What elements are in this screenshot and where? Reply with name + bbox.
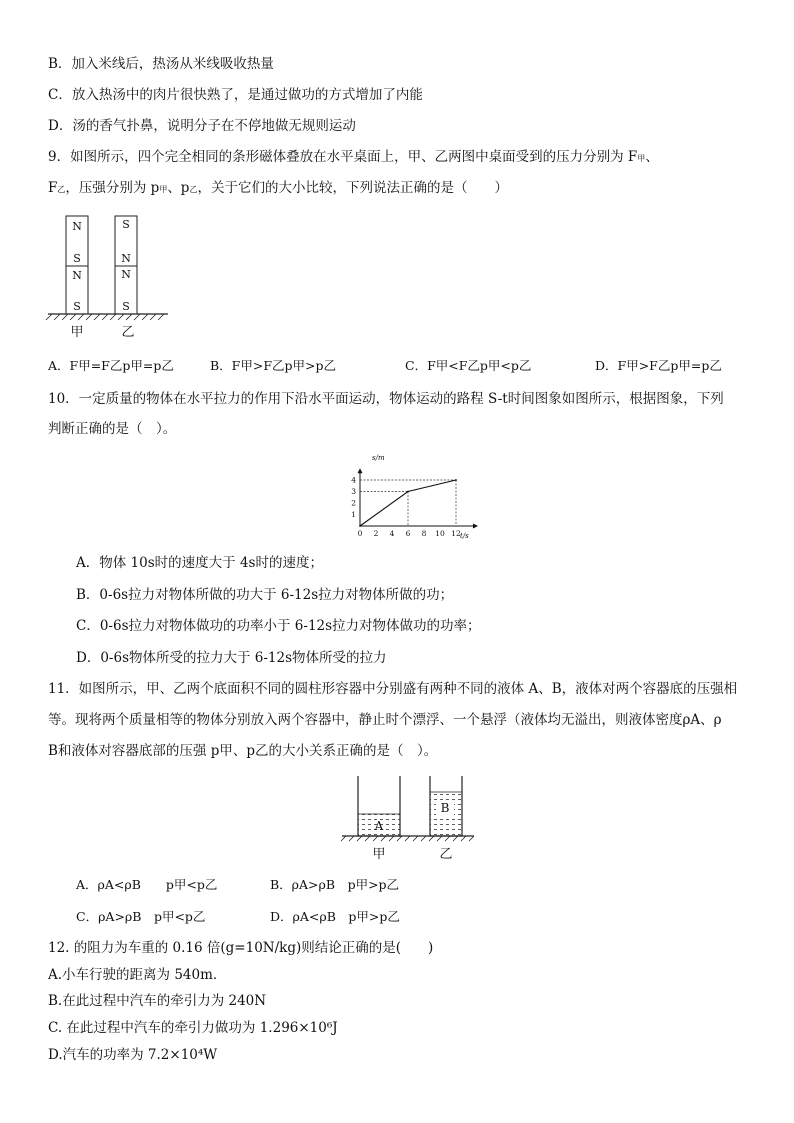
y-axis-arrow bbox=[358, 468, 363, 473]
q12-option-c: C. 在此过程中汽车的牵引力做功为 1.296×10⁶J bbox=[48, 1020, 338, 1036]
x-tick-label: 0 bbox=[357, 529, 363, 538]
magnet-pole-label: S bbox=[122, 218, 130, 231]
q12-option-d: D.汽车的功率为 7.2×10⁴W bbox=[48, 1047, 218, 1063]
x-axis-label: t/s bbox=[460, 532, 469, 540]
q11-option-a: A．ρA<ρB p甲<p乙 bbox=[76, 877, 218, 892]
q10-option-a: A．物体 10s时的速度大于 4s时的速度； bbox=[76, 555, 323, 571]
x-tick-label: 10 bbox=[435, 529, 445, 538]
x-axis-arrow bbox=[473, 524, 478, 529]
q11-stem-line2: 等。现将两个质量相等的物体分别放入两个容器中，静止时个漂浮、一个悬浮（液体均无溢出，则液体密度ρA、ρ bbox=[48, 712, 722, 728]
x-tick-label: 6 bbox=[405, 529, 411, 538]
q8-option-c: C．放入热汤中的肉片很快熟了，是通过做功的方式增加了内能 bbox=[48, 87, 423, 103]
q11-stem-line3: B和液体对容器底部的压强 p甲、p乙的大小关系正确的是（ ）。 bbox=[48, 743, 438, 759]
x-tick-label: 8 bbox=[421, 529, 427, 538]
q10-option-c: C．0-6s拉力对物体做功的功率小于 6-12s拉力对物体做功的功率； bbox=[76, 618, 481, 634]
magnet-pole-label: N bbox=[72, 269, 82, 282]
q9-stem-line1: 9．如图所示，四个完全相同的条形磁体叠放在水平桌面上，甲、乙两图中桌面受到的压力分别为 F甲、 bbox=[48, 149, 659, 165]
y-tick-label: 2 bbox=[351, 498, 356, 508]
magnet-pole-label: N bbox=[121, 268, 131, 281]
containers-figure bbox=[338, 772, 478, 864]
liquid-b-label: B bbox=[440, 801, 450, 815]
q12-option-b: B.在此过程中汽车的牵引力为 240N bbox=[48, 993, 267, 1009]
q11-option-c: C．ρA>ρB p甲<p乙 bbox=[76, 909, 206, 924]
q10-option-d: D．0-6s物体所受的拉力大于 6-12s物体所受的拉力 bbox=[76, 650, 387, 666]
q10-stem-line2: 判断正确的是（ ）。 bbox=[48, 421, 177, 437]
figure-label-yi: 乙 bbox=[439, 847, 453, 862]
magnet-pole-label: S bbox=[73, 300, 81, 313]
data-point bbox=[455, 479, 457, 481]
figure-label-jia: 甲 bbox=[70, 325, 84, 340]
figure-label-jia: 甲 bbox=[372, 847, 386, 862]
y-axis-label: s/m bbox=[372, 454, 385, 462]
s-t-graph bbox=[338, 448, 478, 544]
q9-stem-line2: F乙，压强分别为 p甲、p乙，关于它们的大小比较，下列说法正确的是（ ） bbox=[48, 180, 508, 196]
magnet-pole-label: S bbox=[122, 300, 130, 313]
y-tick-label: 3 bbox=[351, 487, 356, 496]
magnet-pole-label: N bbox=[72, 220, 82, 233]
magnet-stack-figure bbox=[44, 212, 174, 340]
q11-stem-line1: 11．如图所示，甲、乙两个底面积不同的圆柱形容器中分别盛有两种不同的液体 A、B，液体对两个容器底的压强相 bbox=[48, 681, 738, 697]
magnet-pole-label: S bbox=[73, 252, 81, 265]
x-tick-label: 12 bbox=[451, 529, 461, 538]
x-tick-label: 2 bbox=[373, 529, 379, 538]
magnet-pole-label: N bbox=[121, 252, 131, 265]
q12-option-a: A.小车行驶的距离为 540m． bbox=[48, 967, 227, 983]
q8-option-b: B．加入米线后，热汤从米线吸收热量 bbox=[48, 56, 274, 72]
q9-option-d: D．F甲>F乙p甲=p乙 bbox=[595, 358, 722, 373]
q11-option-b: B．ρA>ρB p甲>p乙 bbox=[270, 877, 400, 892]
x-tick-label: 4 bbox=[389, 529, 395, 538]
q12-stem: 12. 的阻力为车重的 0.16 倍(g=10N/kg)则结论正确的是( ) bbox=[48, 940, 434, 956]
y-tick-label: 4 bbox=[351, 475, 356, 485]
q8-option-d: D．汤的香气扑鼻，说明分子在不停地做无规则运动 bbox=[48, 118, 356, 134]
y-tick-label: 1 bbox=[351, 510, 356, 519]
data-point bbox=[407, 491, 409, 493]
figure-label-yi: 乙 bbox=[121, 325, 135, 340]
liquid-a-label: A bbox=[374, 819, 384, 833]
data-point bbox=[359, 525, 361, 527]
q10-option-b: B．0-6s拉力对物体所做的功大于 6-12s拉力对物体所做的功； bbox=[76, 587, 454, 603]
q11-option-d: D．ρA<ρB p甲>p乙 bbox=[270, 909, 400, 924]
q10-stem-line1: 10．一定质量的物体在水平拉力的作用下沿水平面运动，物体运动的路程 S-t时间图象如图所示，根据图象，下列 bbox=[48, 391, 724, 407]
q9-option-a: A．F甲=F乙p甲=p乙 bbox=[48, 358, 174, 373]
q9-option-b: B．F甲>F乙p甲>p乙 bbox=[210, 358, 336, 373]
q9-option-c: C．F甲<F乙p甲<p乙 bbox=[405, 358, 532, 373]
